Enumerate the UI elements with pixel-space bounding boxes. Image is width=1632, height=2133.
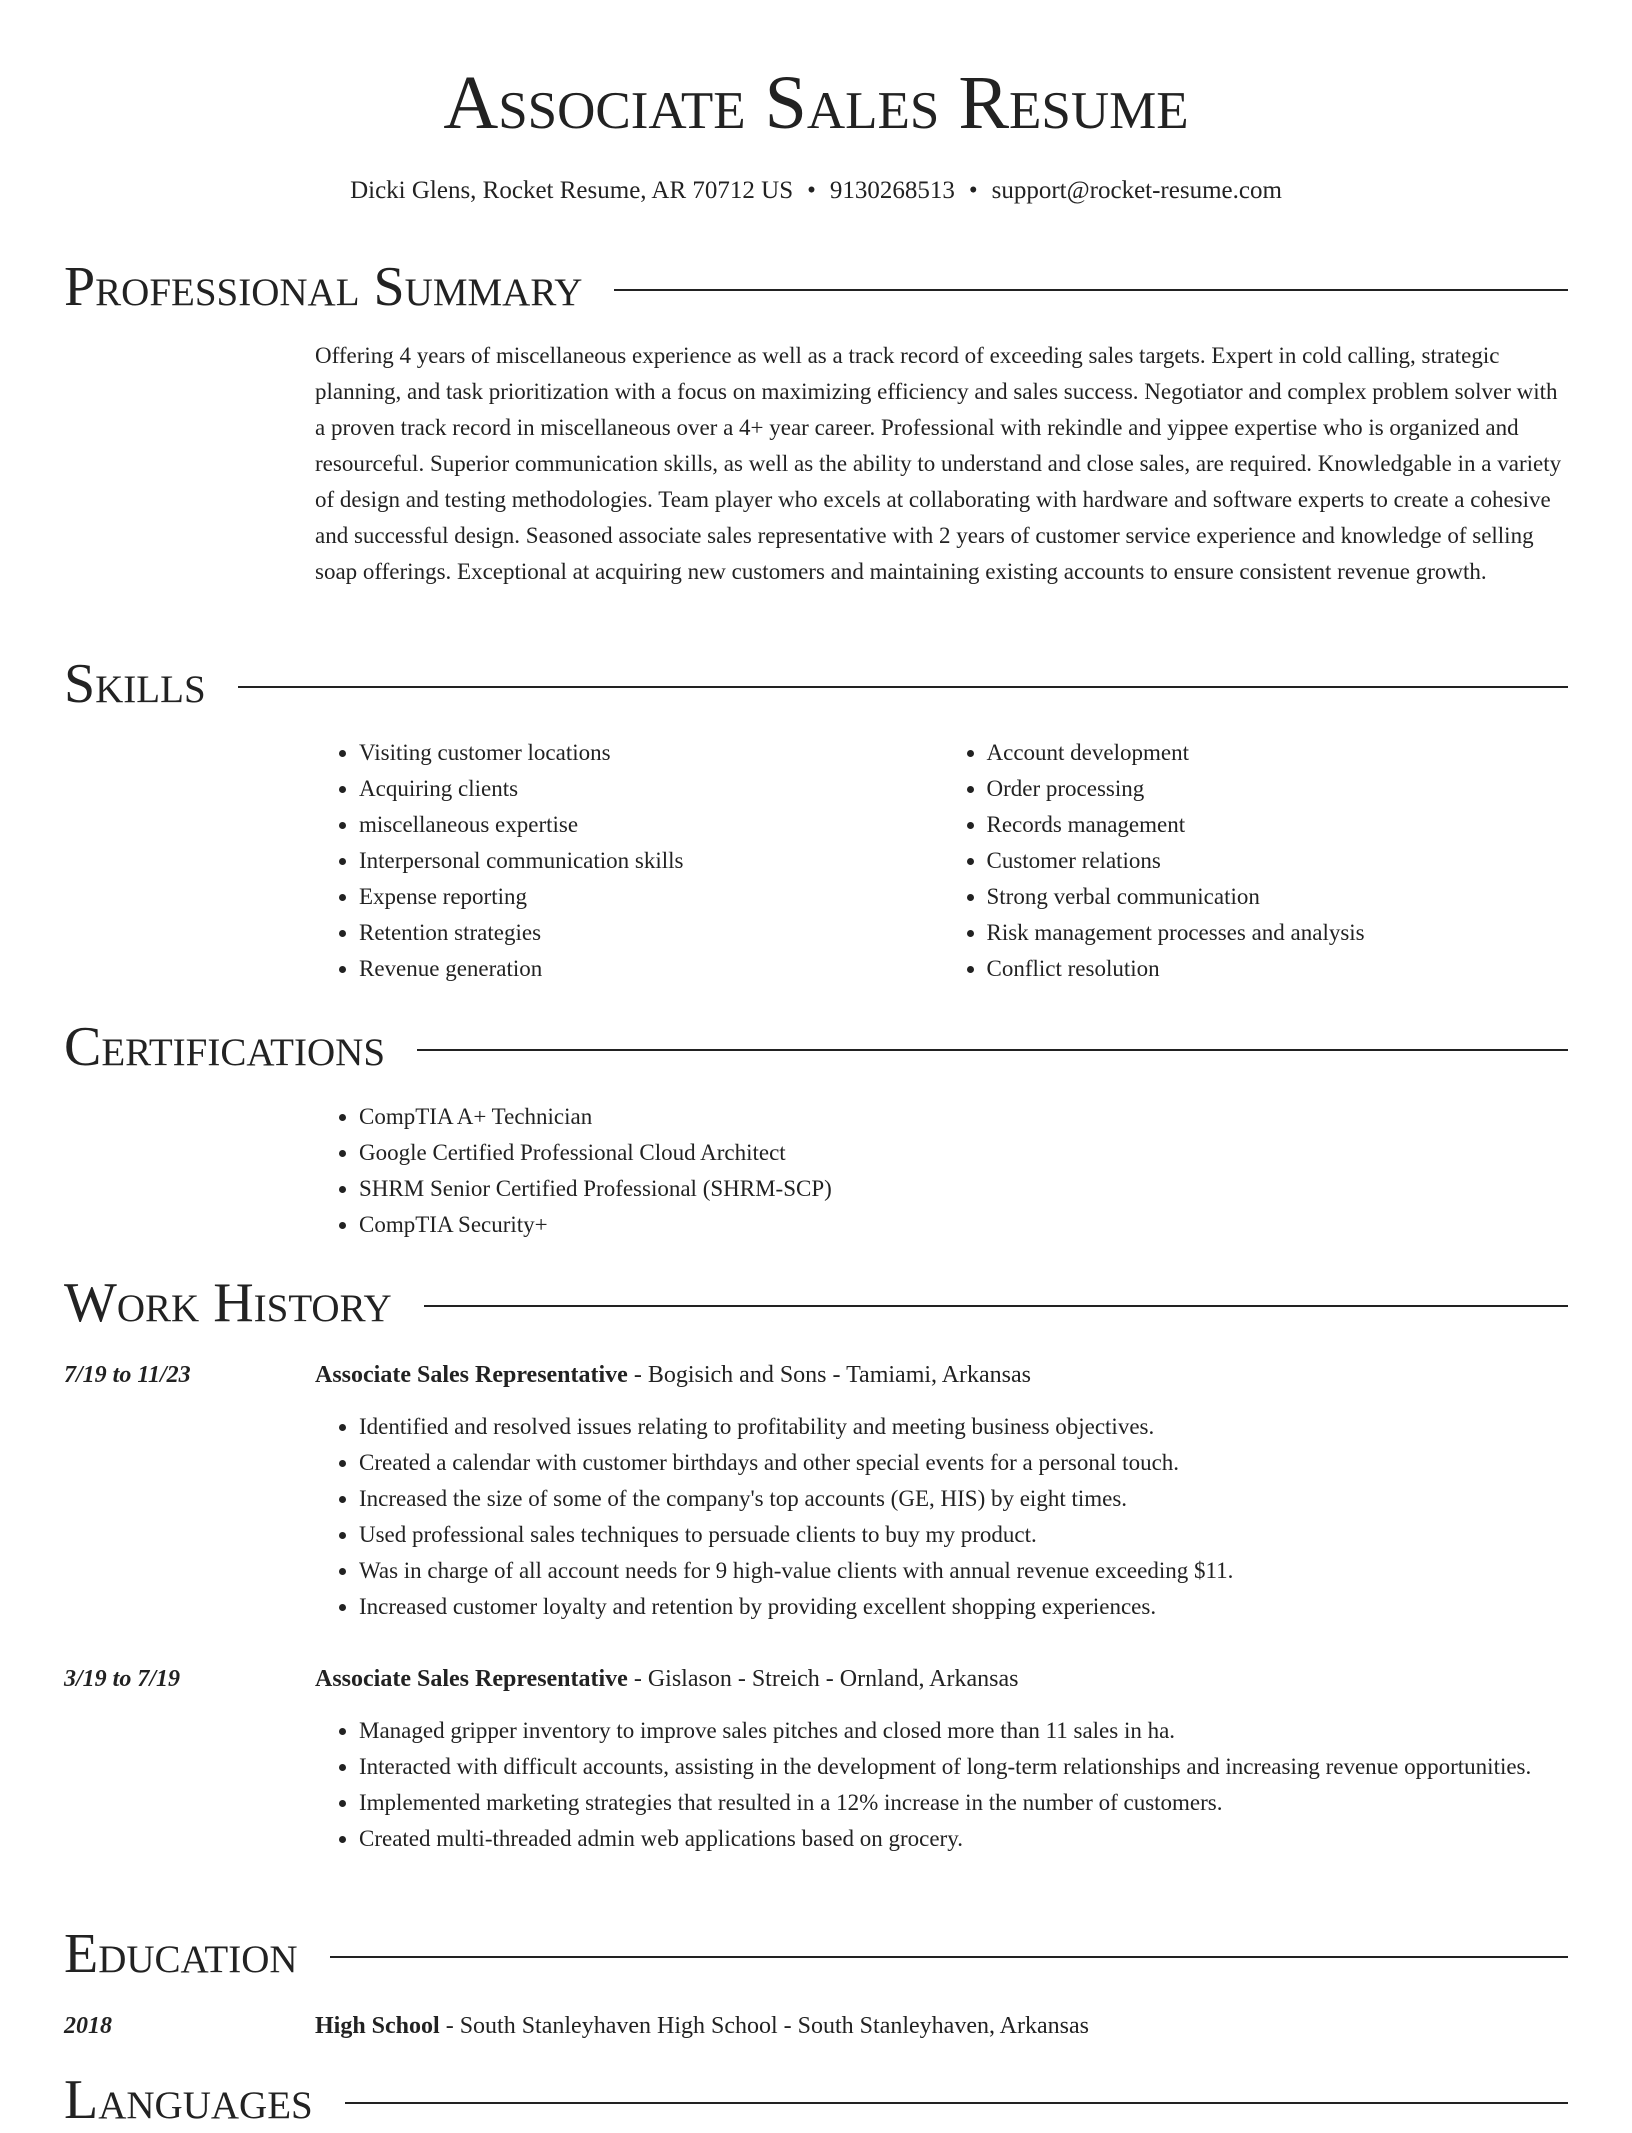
education-degree: High School (315, 2013, 440, 2039)
skill-item: • Visiting customer locations (359, 735, 943, 771)
certification-item: • CompTIA A+ Technician (359, 1099, 1570, 1135)
certification-item: • Google Certified Professional Cloud Architect (359, 1135, 1570, 1171)
section-header-skills (64, 651, 1568, 717)
skill-item: • Expense reporting (359, 879, 943, 915)
skill-item: • Risk management processes and analysis (987, 915, 1571, 951)
job-title: Associate Sales Representative (315, 1666, 628, 1692)
job-title: Associate Sales Representative (315, 1362, 628, 1388)
section-title-work-history: Work History (64, 1272, 392, 1334)
job-bullet: • Created a calendar with customer birthdays and other special events for a personal touch. (359, 1445, 1570, 1481)
job-bullet: • Increased customer loyalty and retention by providing excellent shopping experiences. (359, 1589, 1570, 1625)
job-bullet: • Was in charge of all account needs for 9 high-value clients with annual revenue exceeding $11. (359, 1553, 1570, 1589)
section-divider (424, 1305, 1568, 1307)
resume-title: Associate Sales Resume (443, 61, 1189, 145)
section-header-education (64, 1921, 1568, 1987)
education-details: - South Stanleyhaven High School - South Stanleyhaven, Arkansas (439, 2013, 1089, 2039)
job-heading (315, 1661, 1018, 1697)
education-heading (315, 2008, 1089, 2044)
job-bullet: • Used professional sales techniques to persuade clients to buy my product. (359, 1517, 1570, 1553)
section-divider (614, 289, 1568, 291)
certifications-list (315, 1099, 1570, 1243)
job-bullet: • Increased the size of some of the company's top accounts (GE, HIS) by eight times. (359, 1481, 1570, 1517)
contact-separator: • (968, 177, 978, 204)
skill-item: • Interpersonal communication skills (359, 843, 943, 879)
skill-item: • Strong verbal communication (987, 879, 1571, 915)
job-dates: 7/19 to 11/23 (64, 1362, 191, 1388)
education-year: 2018 (64, 2013, 112, 2039)
section-header-certifications (64, 1014, 1568, 1080)
contact-address: Dicki Glens, Rocket Resume, AR 70712 US (350, 177, 794, 204)
job-bullet: • Implemented marketing strategies that resulted in a 12% increase in the number of customers. (359, 1785, 1570, 1821)
contact-email: support@rocket-resume.com (991, 177, 1282, 204)
summary-text: Offering 4 years of miscellaneous experience as well as a track record of exceeding sales targets. Expert in cold calling, strategic planning, and task prioritization with a focus on maximizing efficiency and sales success. Negotiator and complex problem solver with a proven track record in miscellaneous over a 4+ year career. Professional with rekindle and yippee expertise who is organized and resourceful. Superior communication skills, as well as the ability to understand and close sales, are required. Knowledgable in a variety of design and testing methodologies. Team player who excels at collaborating with hardware and software experts to create a cohesive and successful design. Seasoned associate sales representative with 2 years of customer service experience and knowledge of selling soap offerings. Exceptional at acquiring new customers and maintaining existing accounts to ensure consistent revenue growth. (315, 343, 1562, 584)
skill-item: • Revenue generation (359, 951, 943, 987)
section-title-skills: Skills (64, 653, 206, 715)
section-title-languages: Languages (64, 2069, 313, 2131)
job-bullets (315, 1409, 1570, 1625)
skill-item: • Records management (987, 807, 1571, 843)
section-header-languages (64, 2067, 1568, 2133)
contact-phone: 9130268513 (829, 177, 955, 204)
skill-item: • Order processing (987, 771, 1571, 807)
certification-item: • SHRM Senior Certified Professional (SHRM-SCP) (359, 1171, 1570, 1207)
skills-list-right (943, 735, 1571, 987)
skill-item: • Retention strategies (359, 915, 943, 951)
contact-separator: • (807, 177, 816, 204)
skill-item: • miscellaneous expertise (359, 807, 943, 843)
job-bullets (315, 1713, 1570, 1857)
section-divider (330, 1956, 1568, 1958)
section-header-summary (64, 254, 1568, 320)
certification-item: • CompTIA Security+ (359, 1207, 1570, 1243)
skills-block (315, 735, 1570, 987)
job-bullet: • Created multi-threaded admin web applications based on grocery. (359, 1821, 1570, 1857)
skill-item: • Account development (987, 735, 1571, 771)
job-details: - Gislason - Streich - Ornland, Arkansas (627, 1666, 1019, 1692)
section-title-summary: Professional Summary (64, 256, 583, 318)
section-divider (345, 2102, 1568, 2104)
certifications-block (315, 1099, 1570, 1243)
job-dates: 3/19 to 7/19 (64, 1666, 181, 1692)
summary-block (315, 338, 1570, 590)
section-header-work-history (64, 1270, 1568, 1336)
job-bullets-block (315, 1409, 1570, 1625)
job-details: - Bogisich and Sons - Tamiami, Arkansas (627, 1362, 1032, 1388)
skill-item: • Conflict resolution (987, 951, 1571, 987)
skill-item: • Customer relations (987, 843, 1571, 879)
job-bullet: • Managed gripper inventory to improve sales pitches and closed more than 11 sales in ha. (359, 1713, 1570, 1749)
section-title-education: Education (64, 1923, 298, 1985)
job-bullets-block (315, 1713, 1570, 1857)
section-title-certifications: Certifications (64, 1016, 386, 1078)
section-divider (417, 1049, 1568, 1051)
job-bullet: • Interacted with difficult accounts, assisting in the development of long-term relationships and increasing revenue opportunities. (359, 1749, 1570, 1785)
skill-item: • Acquiring clients (359, 771, 943, 807)
job-heading (315, 1357, 1031, 1393)
skills-list-left (315, 735, 943, 987)
section-divider (238, 686, 1568, 688)
contact-line (0, 174, 1632, 208)
job-bullet: • Identified and resolved issues relating to profitability and meeting business objectives. (359, 1409, 1570, 1445)
